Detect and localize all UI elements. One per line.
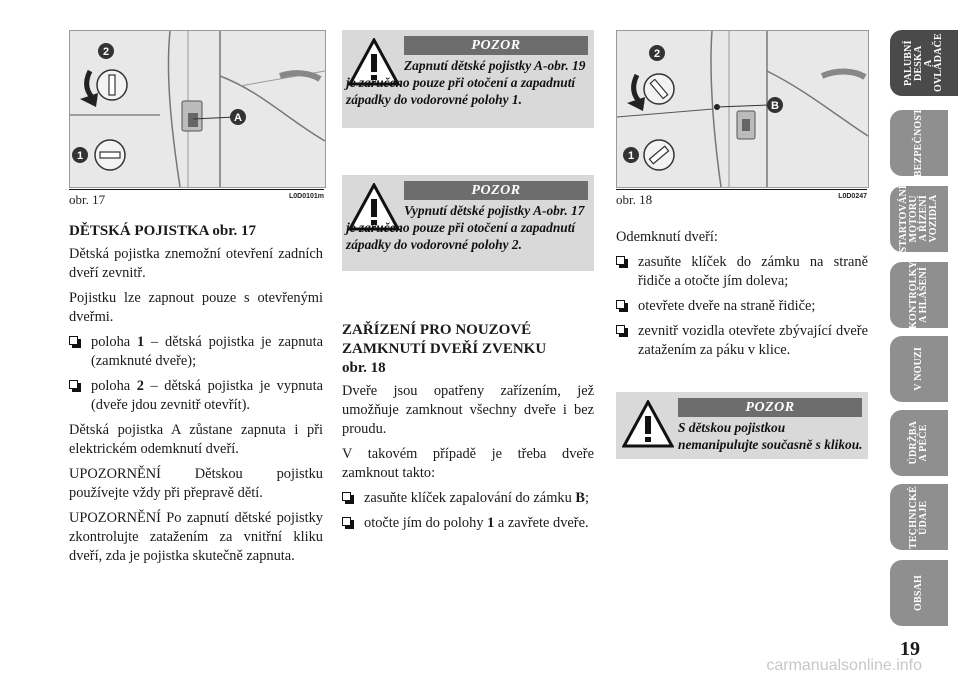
warning-box-3: [616, 392, 868, 459]
tab-kontrolky[interactable]: KONTROLKY A HLÁŠENÍ: [890, 262, 948, 328]
warning-text: Vypnutí dětské pojistky A-obr. 17 je zaručeno pouze při otočení a zapadnutí západky do vodorovné polohy 2.: [346, 203, 585, 252]
figure-18-illustration: [616, 30, 869, 188]
warning-title: POZOR: [404, 181, 588, 200]
figure-17-caption-text: obr. 17: [69, 192, 106, 207]
middle-paragraph-1: Dveře jsou opatřeny zařízením, jež umožňuje zamknout všechny dveře i bez proudu.: [342, 383, 594, 437]
checkbox-bullet-icon: [69, 336, 78, 345]
door-lock-diagram: [70, 31, 325, 187]
figure-18-caption: [616, 189, 867, 208]
list-item: otočte jím do polohy 1 a zavřete dveře.: [342, 514, 594, 533]
tab-technicke-udaje[interactable]: TECHNICKÉ ÚDAJE: [890, 484, 948, 550]
warning-box-2: [342, 175, 594, 271]
list-item: zasuňte klíček zapalování do zámku B;: [342, 489, 594, 508]
checkbox-bullet-icon: [342, 517, 351, 526]
tab-v-nouzi[interactable]: V NOUZI: [890, 336, 948, 402]
left-paragraph-3: Dětská pojistka A zůstane zapnuta i při elektrickém odemknutí dveří.: [69, 422, 323, 457]
emergency-lock-heading: ZAŘÍZENÍ PRO NOUZOVÉ ZAMKNUTÍ DVEŘÍ ZVENKU obr. 18: [342, 322, 547, 376]
warning-title: POZOR: [404, 36, 588, 55]
label-a: A: [234, 112, 242, 124]
checkbox-bullet-icon: [616, 300, 625, 309]
figure-17-illustration: [69, 30, 326, 188]
list-item: poloha 2 – dětská pojistka je vypnuta (dveře jdou zevnitř otevřít).: [69, 377, 323, 415]
figure-17-code: L0D0101m: [288, 193, 324, 200]
left-bullet-list: [69, 333, 323, 415]
checkbox-bullet-icon: [342, 492, 351, 501]
middle-paragraph-2: V takovém případě je třeba dveře zamknout takto:: [342, 446, 594, 481]
tab-obsah[interactable]: OBSAH: [890, 560, 948, 626]
list-item: otevřete dveře na straně řidiče;: [616, 297, 868, 316]
warning-triangle-icon: [622, 400, 674, 448]
label-1: 1: [76, 150, 84, 162]
right-paragraph-1: Odemknutí dveří:: [616, 229, 718, 245]
door-key-lock-diagram: [617, 31, 868, 187]
child-lock-heading: DĚTSKÁ POJISTKA obr. 17: [69, 223, 256, 239]
checkbox-bullet-icon: [69, 380, 78, 389]
list-item: zevnitř vozidla otevřete zbývající dveře zatažením za páku v klice.: [616, 322, 868, 360]
warning-box-1: [342, 30, 594, 128]
middle-column: [342, 321, 594, 539]
label-2: 2: [653, 48, 661, 60]
warning-title: POZOR: [678, 398, 862, 417]
checkbox-bullet-icon: [616, 325, 625, 334]
tab-startovani[interactable]: STARTOVÁNÍ MOTORU A ŘÍZENÍ VOZIDLA: [890, 186, 948, 252]
page-number: 19: [900, 638, 920, 660]
warning-text: S dětskou pojistkou nemanipulujte současně s klikou.: [678, 420, 863, 452]
watermark: carmanualsonline.info: [766, 657, 922, 674]
middle-bullet-list: [342, 489, 594, 533]
list-item: poloha 1 – dětská pojistka je zapnuta (zamknuté dveře);: [69, 333, 323, 371]
figure-18-code: L0D0247: [838, 193, 867, 200]
left-paragraph-2: Pojistku lze zapnout pouze s otevřenými dveřmi.: [69, 290, 323, 325]
tab-palubni-deska[interactable]: PALUBNÍ DESKA A OVLÁDAČE: [890, 30, 958, 96]
checkbox-bullet-icon: [616, 256, 625, 265]
label-2: 2: [102, 46, 110, 58]
tab-bezpecnost[interactable]: BEZPEČNOST: [890, 110, 948, 176]
figure-17-caption: [69, 189, 324, 208]
tab-udrzba[interactable]: ÚDRŽBA A PÉČE: [890, 410, 948, 476]
left-column: [69, 222, 323, 572]
right-bullet-list: [616, 253, 868, 360]
list-item: zasuňte klíček do zámku na straně řidiče a otočte jím doleva;: [616, 253, 868, 291]
left-paragraph-1: Dětská pojistka znemožní otevření zadních dveří zevnitř.: [69, 246, 323, 281]
label-b: B: [771, 100, 779, 112]
right-column: [616, 228, 868, 366]
left-paragraph-4: UPOZORNĚNÍ Dětskou pojistku používejte vždy při přepravě dětí.: [69, 466, 323, 501]
left-paragraph-5: UPOZORNĚNÍ Po zapnutí dětské pojistky zkontrolujte zatažením za vnitřní kliku dveří, zda je pojistka skutečně zapnuta.: [69, 510, 323, 564]
figure-18-caption-text: obr. 18: [616, 192, 653, 207]
label-1: 1: [627, 150, 635, 162]
warning-text: Zapnutí dětské pojistky A-obr. 19 je zaručeno pouze při otočení a zapadnutí západky do vodorovné polohy 1.: [346, 58, 586, 107]
